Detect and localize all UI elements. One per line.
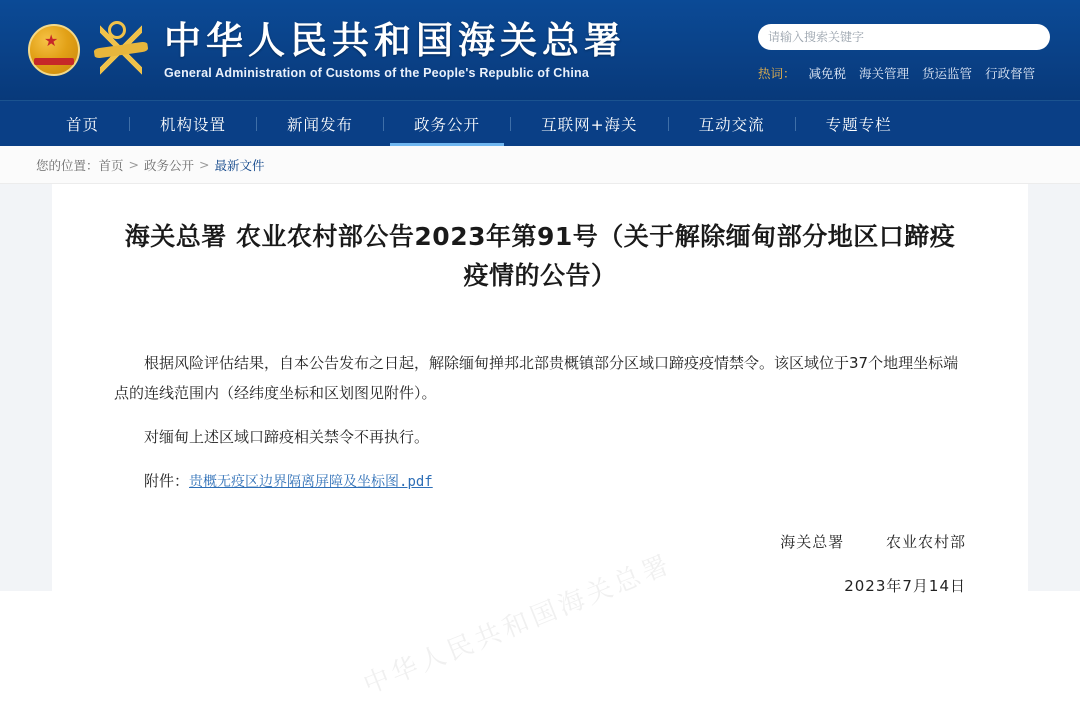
document-paragraph-2: 对缅甸上述区域口蹄疫相关禁令不再执行。 [144,428,430,446]
breadcrumb-prefix: 您的位置： [36,157,99,173]
site-header [0,0,1080,100]
attachment-label: 附件： [144,471,190,490]
nav-item-interaction[interactable]: 互动交流 [698,115,765,134]
signature-org-2: 农业农村部 [885,532,966,551]
breadcrumb-separator: > [128,157,140,172]
site-title-cn: 中华人民共和国海关总署 [164,19,626,63]
nav-item-special-topics[interactable]: 专题专栏 [825,115,892,134]
site-title-block [164,20,626,79]
national-emblem-icon: ★ [22,18,86,82]
breadcrumb-separator: > [199,157,210,172]
nav-item-internet-plus-customs[interactable]: 互联网+海关 [541,115,638,134]
signature-org-1: 海关总署 [780,532,845,551]
nav-item-home[interactable]: 首页 [66,115,100,134]
search-input[interactable] [768,30,1040,44]
breadcrumb-item-government-affairs[interactable]: 政务公开 [144,157,195,173]
breadcrumb-item-current: 最新文件 [214,157,265,173]
document-paragraph-1: 根据风险评估结果，自本公告发布之日起，解除缅甸掸邦北部贵概镇部分区域口蹄疫疫情禁令。该区域位于37个地理坐标端点的连线范围内（经纬度坐标和区划图见附件）。 [114,353,959,403]
attachment-link[interactable]: 贵概无疫区边界隔离屏障及坐标图.pdf [189,473,433,490]
signature-date: 2023年7月14日 [844,577,966,596]
document-card [52,184,1028,701]
signature-organizations [114,527,966,558]
hotword-link-2[interactable]: 货运监管 [922,66,973,81]
breadcrumb [0,146,1080,184]
nav-item-organization[interactable]: 机构设置 [160,115,227,134]
document-body [114,348,966,603]
watermark-text: 中华人民共和国海关总署 [359,549,677,701]
nav-item-news[interactable]: 新闻发布 [287,115,354,134]
attachment-line [114,466,966,497]
hotwords-label: 热词： [758,66,796,81]
search-box[interactable] [758,24,1050,50]
hotwords-bar [758,64,1035,82]
signature-block [114,527,966,603]
breadcrumb-item-home[interactable]: 首页 [98,157,124,173]
site-title-en: General Administration of Customs of the People's Republic of China [164,65,589,80]
hotword-link-3[interactable]: 行政督管 [985,66,1036,81]
hotword-link-1[interactable]: 海关管理 [859,66,910,81]
nav-item-government-affairs[interactable]: 政务公开 [384,101,510,146]
hotword-link-0[interactable]: 减免税 [808,66,847,81]
header-right [758,18,1058,82]
page-title: 海关总署 农业农村部公告2023年第91号（关于解除缅甸部分地区口蹄疫疫情的公告） [124,222,956,290]
page-background [0,184,1080,701]
customs-badge-icon [92,19,150,81]
main-nav [0,100,1080,146]
